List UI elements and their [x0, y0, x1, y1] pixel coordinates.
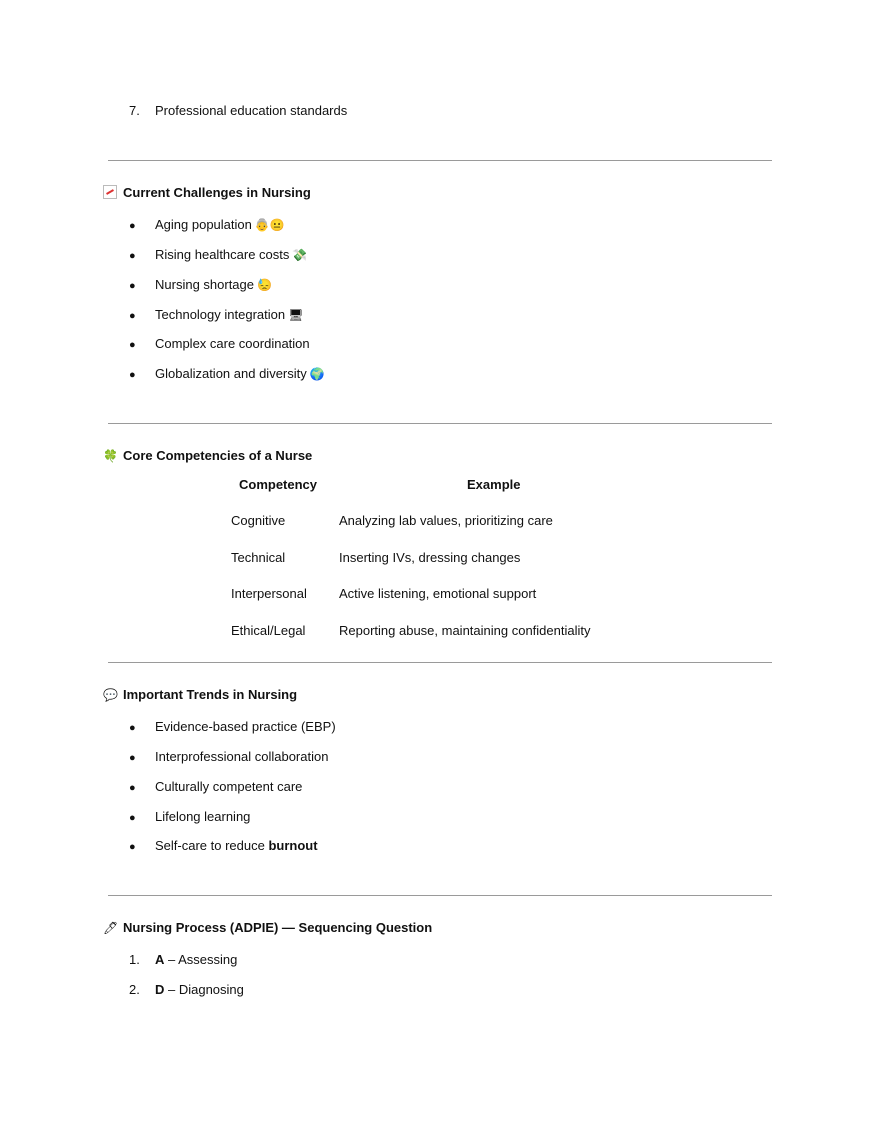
divider [108, 662, 772, 663]
list-item [129, 246, 307, 264]
clover-icon: 🍀 [103, 449, 118, 463]
list-item-bold-text: burnout [268, 838, 318, 853]
list-item-text: Technology integration [155, 307, 286, 322]
table-header-competency: Competency [239, 477, 318, 492]
list-marker: 1. [129, 952, 140, 967]
section-title: Core Competencies of a Nurse [123, 448, 313, 463]
list-item [129, 778, 302, 796]
money-wings-icon: 💸 [292, 248, 308, 262]
section-heading-trends [103, 685, 297, 705]
bullet: ● [129, 841, 136, 853]
list-item [129, 276, 272, 294]
bullet: ● [129, 220, 136, 232]
section-title: Important Trends in Nursing [123, 687, 298, 702]
elderly-face-icon: 👵😐 [254, 218, 285, 232]
bullet: ● [129, 339, 136, 351]
list-item [129, 748, 328, 766]
table-cell: Analyzing lab values, prioritizing care [339, 513, 553, 528]
list-item [129, 216, 285, 234]
list-item-text: Complex care coordination [155, 336, 310, 351]
section-heading-competencies [103, 446, 312, 466]
section-title: Nursing Process (ADPIE) — Sequencing Question [123, 920, 433, 935]
list-item-text: Nursing shortage [155, 277, 254, 292]
list-item [129, 837, 318, 855]
bullet: ● [129, 369, 136, 381]
section-heading-process [103, 918, 432, 938]
list-item-text: – Diagnosing [164, 982, 244, 997]
divider [108, 895, 772, 896]
table-header-example: Example [467, 477, 521, 492]
table-cell: Ethical/Legal [231, 623, 306, 638]
bullet: ● [129, 280, 136, 292]
list-item-text: Self-care to reduce [155, 838, 269, 853]
section-title: Current Challenges in Nursing [123, 185, 311, 200]
table-cell: Interpersonal [231, 586, 307, 601]
section-heading-challenges [103, 183, 311, 203]
computer-monitor-icon: 🖥 [288, 308, 304, 322]
table-cell: Technical [231, 550, 286, 565]
list-marker: 2. [129, 982, 140, 997]
list-item [129, 951, 237, 969]
list-item-text: Culturally competent care [155, 779, 303, 794]
table-cell: Reporting abuse, maintaining confidentiality [339, 623, 591, 638]
divider [108, 423, 772, 424]
list-item [129, 335, 310, 353]
speech-bubble-icon: 💬 [103, 688, 118, 702]
bullet: ● [129, 250, 136, 262]
list-item [129, 718, 336, 736]
bullet: ● [129, 310, 136, 322]
bullet: ● [129, 722, 136, 734]
list-item [129, 808, 250, 826]
list-item-text: Professional education standards [155, 103, 348, 118]
list-item-text: – Assessing [164, 952, 238, 967]
chart-increasing-icon [103, 183, 123, 203]
bullet: ● [129, 812, 136, 824]
divider [108, 160, 772, 161]
list-item-text: Rising healthcare costs [155, 247, 290, 262]
list-item-text: Globalization and diversity [155, 366, 307, 381]
step-letter: A [155, 952, 165, 967]
sweat-face-icon: 😓 [257, 278, 272, 292]
globe-icon: 🌍 [309, 367, 325, 381]
list-item-text: Aging population [155, 217, 252, 232]
table-cell: Cognitive [231, 513, 286, 528]
list-marker: 7. [129, 103, 140, 118]
list-item-text: Evidence-based practice (EBP) [155, 719, 336, 734]
list-item [129, 365, 325, 383]
list-item [129, 306, 303, 324]
list-item-text: Interprofessional collaboration [155, 749, 329, 764]
table-cell: Inserting IVs, dressing changes [339, 550, 521, 565]
table-cell: Active listening, emotional support [339, 586, 537, 601]
bullet: ● [129, 782, 136, 794]
list-item-text: Lifelong learning [155, 809, 251, 824]
pencil-icon: 🖊 [103, 921, 119, 935]
bullet: ● [129, 752, 136, 764]
list-item [129, 102, 347, 120]
step-letter: D [155, 982, 165, 997]
list-item [129, 981, 244, 999]
